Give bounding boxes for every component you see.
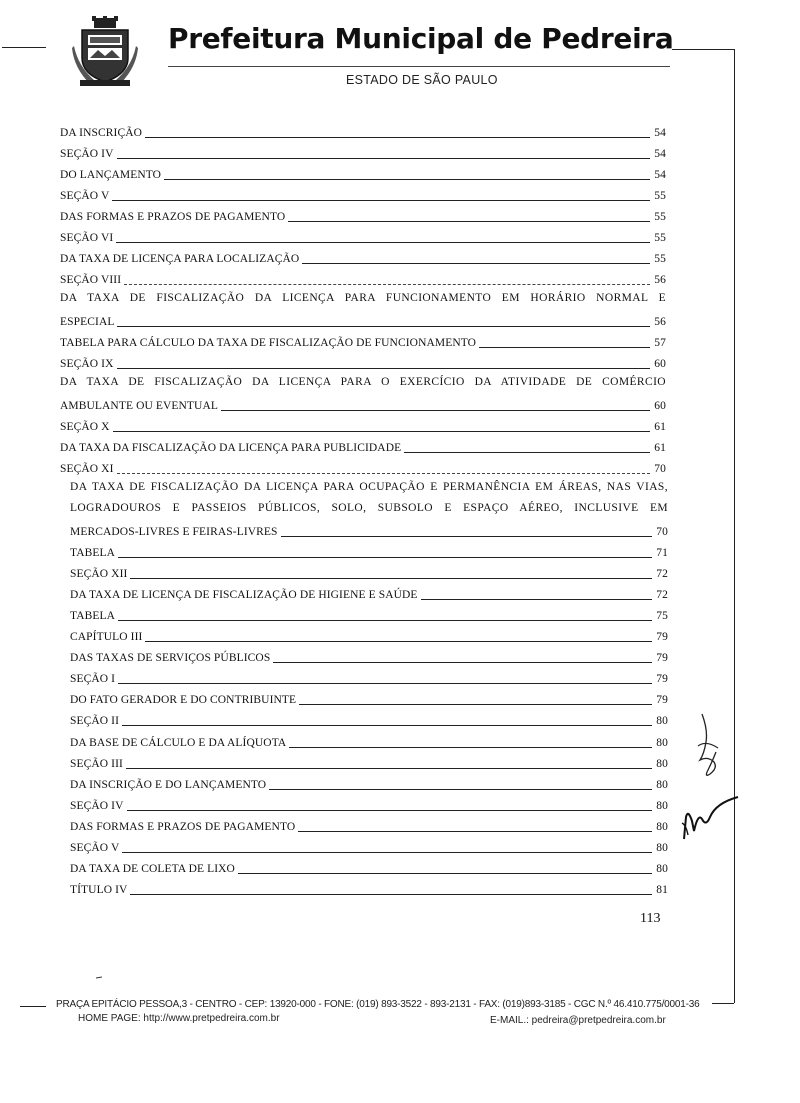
toc-entry (60, 330, 666, 350)
toc-entry-page: 80 (656, 779, 668, 791)
toc-entry (60, 204, 666, 224)
toc-leader (289, 747, 652, 748)
toc-entry-label: SEÇÃO II (70, 715, 120, 727)
toc-entry-page: 80 (656, 800, 668, 812)
toc-entry-page: 80 (656, 842, 668, 854)
toc-entry-label: AMBULANTE OU EVENTUAL (60, 400, 218, 412)
toc-entry-page: 79 (656, 652, 668, 664)
toc-entry-page: 81 (656, 884, 668, 896)
toc-entry-label: ESPECIAL (60, 316, 115, 328)
toc-leader (288, 221, 650, 222)
toc-leader (118, 557, 652, 558)
header-rule-right (672, 49, 734, 50)
toc-entry-label: SEÇÃO X (60, 421, 110, 433)
page-subtitle: ESTADO DE SÃO PAULO (346, 73, 498, 87)
toc-leader (302, 263, 650, 264)
toc-leader (127, 810, 652, 811)
toc-entry-page: 72 (656, 589, 668, 601)
toc-entry-page: 61 (654, 421, 666, 433)
toc-leader (117, 473, 650, 474)
toc-entry-page: 80 (656, 821, 668, 833)
toc-entry (60, 120, 666, 140)
toc-entry-label: CAPÍTULO III (70, 631, 143, 643)
toc-entry (70, 666, 668, 686)
toc-leader (118, 620, 652, 621)
toc-entry-page: 70 (656, 526, 668, 538)
toc-entry-label: TABELA (70, 547, 116, 559)
toc-entry-page: 56 (654, 274, 666, 286)
toc-entry-page: 79 (656, 673, 668, 685)
toc-entry-label: SEÇÃO VI (60, 232, 114, 244)
toc-entry (70, 624, 668, 644)
footer-address: PRAÇA EPITÁCIO PESSOA,3 - CENTRO - CEP: 13920-000 - FONE: (019) 893-3522 - 893-2131 - FAX: (019)893-3185 - CGC N.º 46.410.775/0001-36 (56, 999, 700, 1010)
toc-entry-label: DA TAXA DE LICENÇA PARA LOCALIZAÇÃO (60, 253, 300, 265)
handwritten-initial-signature (694, 712, 724, 782)
toc-leader (126, 768, 652, 769)
toc-entry-label: SEÇÃO VIII (60, 274, 122, 286)
toc-entry (70, 519, 668, 539)
toc-leader (112, 200, 650, 201)
toc-entry (70, 645, 668, 665)
handwritten-signature (680, 795, 740, 841)
stray-mark (96, 976, 102, 980)
toc-entry-label: SEÇÃO V (70, 842, 120, 854)
toc-entry-label: DAS FORMAS E PRAZOS DE PAGAMENTO (70, 821, 296, 833)
toc-entry (60, 183, 666, 203)
toc-entry-text: DA TAXA DE FISCALIZAÇÃO DA LICENÇA PARA O EXERCÍCIO DA ATIVIDADE DE COMÉRCIO (60, 376, 666, 388)
toc-entry-label: TÍTULO IV (70, 884, 128, 896)
toc-leader (145, 137, 650, 138)
toc-entry-label: DO FATO GERADOR E DO CONTRIBUINTE (70, 694, 297, 706)
toc-leader (117, 368, 650, 369)
toc-entry (60, 414, 666, 434)
toc-leader (298, 831, 652, 832)
toc-entry (70, 793, 668, 813)
toc-leader (116, 242, 650, 243)
toc-entry-page: 79 (656, 631, 668, 643)
toc-entry-label: DAS TAXAS DE SERVIÇOS PÚBLICOS (70, 652, 271, 664)
toc-leader (269, 789, 652, 790)
page-number: 113 (640, 911, 661, 926)
toc-entry (60, 435, 666, 455)
toc-leader (164, 179, 650, 180)
toc-entry-page: 57 (654, 337, 666, 349)
toc-entry (60, 393, 666, 413)
toc-entry-text: LOGRADOUROS E PASSEIOS PÚBLICOS, SOLO, SUBSOLO E ESPAÇO AÉREO, INCLUSIVE EM (70, 502, 668, 514)
toc-leader (404, 452, 650, 453)
toc-entry (60, 162, 666, 182)
toc-entry-label: DA TAXA DE COLETA DE LIXO (70, 863, 235, 875)
toc-leader (124, 284, 650, 285)
toc-entry-text: DA TAXA DE FISCALIZAÇÃO DA LICENÇA PARA OCUPAÇÃO E PERMANÊNCIA EM ÁREAS, NAS VIAS, (70, 481, 668, 493)
toc-entry (70, 814, 668, 834)
toc-leader (299, 704, 652, 705)
toc-entry-page: 55 (654, 190, 666, 202)
toc-entry (70, 856, 668, 876)
toc-entry-label: SEÇÃO XI (60, 463, 114, 475)
page-frame-corner (712, 1003, 734, 1004)
toc-entry-page: 72 (656, 568, 668, 580)
toc-entry-page: 56 (654, 316, 666, 328)
toc-entry-page: 55 (654, 253, 666, 265)
toc-entry-page: 54 (654, 148, 666, 160)
toc-entry-page: 80 (656, 715, 668, 727)
toc-entry-label: DAS FORMAS E PRAZOS DE PAGAMENTO (60, 211, 286, 223)
toc-entry (70, 835, 668, 855)
toc-entry (70, 582, 668, 602)
toc-entry (60, 456, 666, 476)
toc-entry (60, 267, 666, 287)
footer-rule-left (20, 1006, 46, 1007)
toc-leader (118, 683, 652, 684)
toc-entry-page: 54 (654, 169, 666, 181)
toc-leader (122, 725, 652, 726)
toc-entry-label: DA INSCRIÇÃO E DO LANÇAMENTO (70, 779, 267, 791)
toc-leader (122, 852, 652, 853)
toc-entry (70, 751, 668, 771)
toc-entry-label: SEÇÃO XII (70, 568, 128, 580)
toc-entry-text: DA TAXA DE FISCALIZAÇÃO DA LICENÇA PARA FUNCIONAMENTO EM HORÁRIO NORMAL E (60, 292, 666, 304)
footer-homepage: HOME PAGE: http://www.pretpedreira.com.br (78, 1013, 280, 1024)
toc-entry-page: 61 (654, 442, 666, 454)
toc-entry (70, 877, 668, 897)
footer-email: E-MAIL.: pedreira@pretpedreira.com.br (490, 1015, 666, 1026)
toc-entry-page: 55 (654, 211, 666, 223)
toc-entry (70, 730, 668, 750)
toc-entry-page: 60 (654, 400, 666, 412)
toc-leader (130, 894, 652, 895)
toc-entry-label: DO LANÇAMENTO (60, 169, 162, 181)
toc-entry-label: TABELA PARA CÁLCULO DA TAXA DE FISCALIZAÇÃO DE FUNCIONAMENTO (60, 337, 477, 349)
toc-entry (60, 225, 666, 245)
toc-entry-page: 71 (656, 547, 668, 559)
header-rule-left (2, 47, 46, 48)
toc-entry (70, 561, 668, 581)
toc-entry (70, 687, 668, 707)
toc-leader (117, 326, 650, 327)
toc-entry-label: DA BASE DE CÁLCULO E DA ALÍQUOTA (70, 737, 287, 749)
toc-leader (130, 578, 652, 579)
title-underline (168, 66, 670, 67)
toc-entry (60, 351, 666, 371)
toc-entry-label: SEÇÃO I (70, 673, 116, 685)
toc-leader (273, 662, 652, 663)
toc-entry-page: 55 (654, 232, 666, 244)
coat-of-arms-icon (72, 16, 138, 88)
toc-entry-page: 54 (654, 127, 666, 139)
toc-entry-label: MERCADOS-LIVRES E FEIRAS-LIVRES (70, 526, 278, 538)
toc-entry (60, 246, 666, 266)
toc-leader (479, 347, 650, 348)
page-frame-right (734, 49, 735, 1003)
toc-entry-page: 75 (656, 610, 668, 622)
toc-leader (238, 873, 652, 874)
toc-leader (117, 158, 650, 159)
toc-entry-page: 60 (654, 358, 666, 370)
page-title: Prefeitura Municipal de Pedreira (168, 22, 674, 55)
toc-leader (281, 536, 652, 537)
toc-leader (145, 641, 652, 642)
toc-entry-label: DA TAXA DE LICENÇA DE FISCALIZAÇÃO DE HIGIENE E SAÚDE (70, 589, 418, 601)
toc-entry-page: 80 (656, 863, 668, 875)
toc-entry-page: 79 (656, 694, 668, 706)
toc-entry-page: 70 (654, 463, 666, 475)
toc-entry-label: DA INSCRIÇÃO (60, 127, 143, 139)
toc-leader (421, 599, 652, 600)
toc-entry-label: TABELA (70, 610, 116, 622)
toc-entry-label: SEÇÃO III (70, 758, 123, 770)
toc-entry-label: SEÇÃO IV (70, 800, 124, 812)
toc-entry (70, 708, 668, 728)
toc-entry-label: SEÇÃO V (60, 190, 110, 202)
toc-entry-label: SEÇÃO IX (60, 358, 114, 370)
toc-entry (70, 772, 668, 792)
toc-entry-page: 80 (656, 758, 668, 770)
toc-entry-label: DA TAXA DA FISCALIZAÇÃO DA LICENÇA PARA PUBLICIDADE (60, 442, 402, 454)
toc-entry (70, 603, 668, 623)
toc-leader (221, 410, 650, 411)
toc-entry-label: SEÇÃO IV (60, 148, 114, 160)
toc-entry (60, 309, 666, 329)
toc-entry-page: 80 (656, 737, 668, 749)
toc-entry (60, 141, 666, 161)
toc-leader (113, 431, 650, 432)
toc-entry (70, 540, 668, 560)
